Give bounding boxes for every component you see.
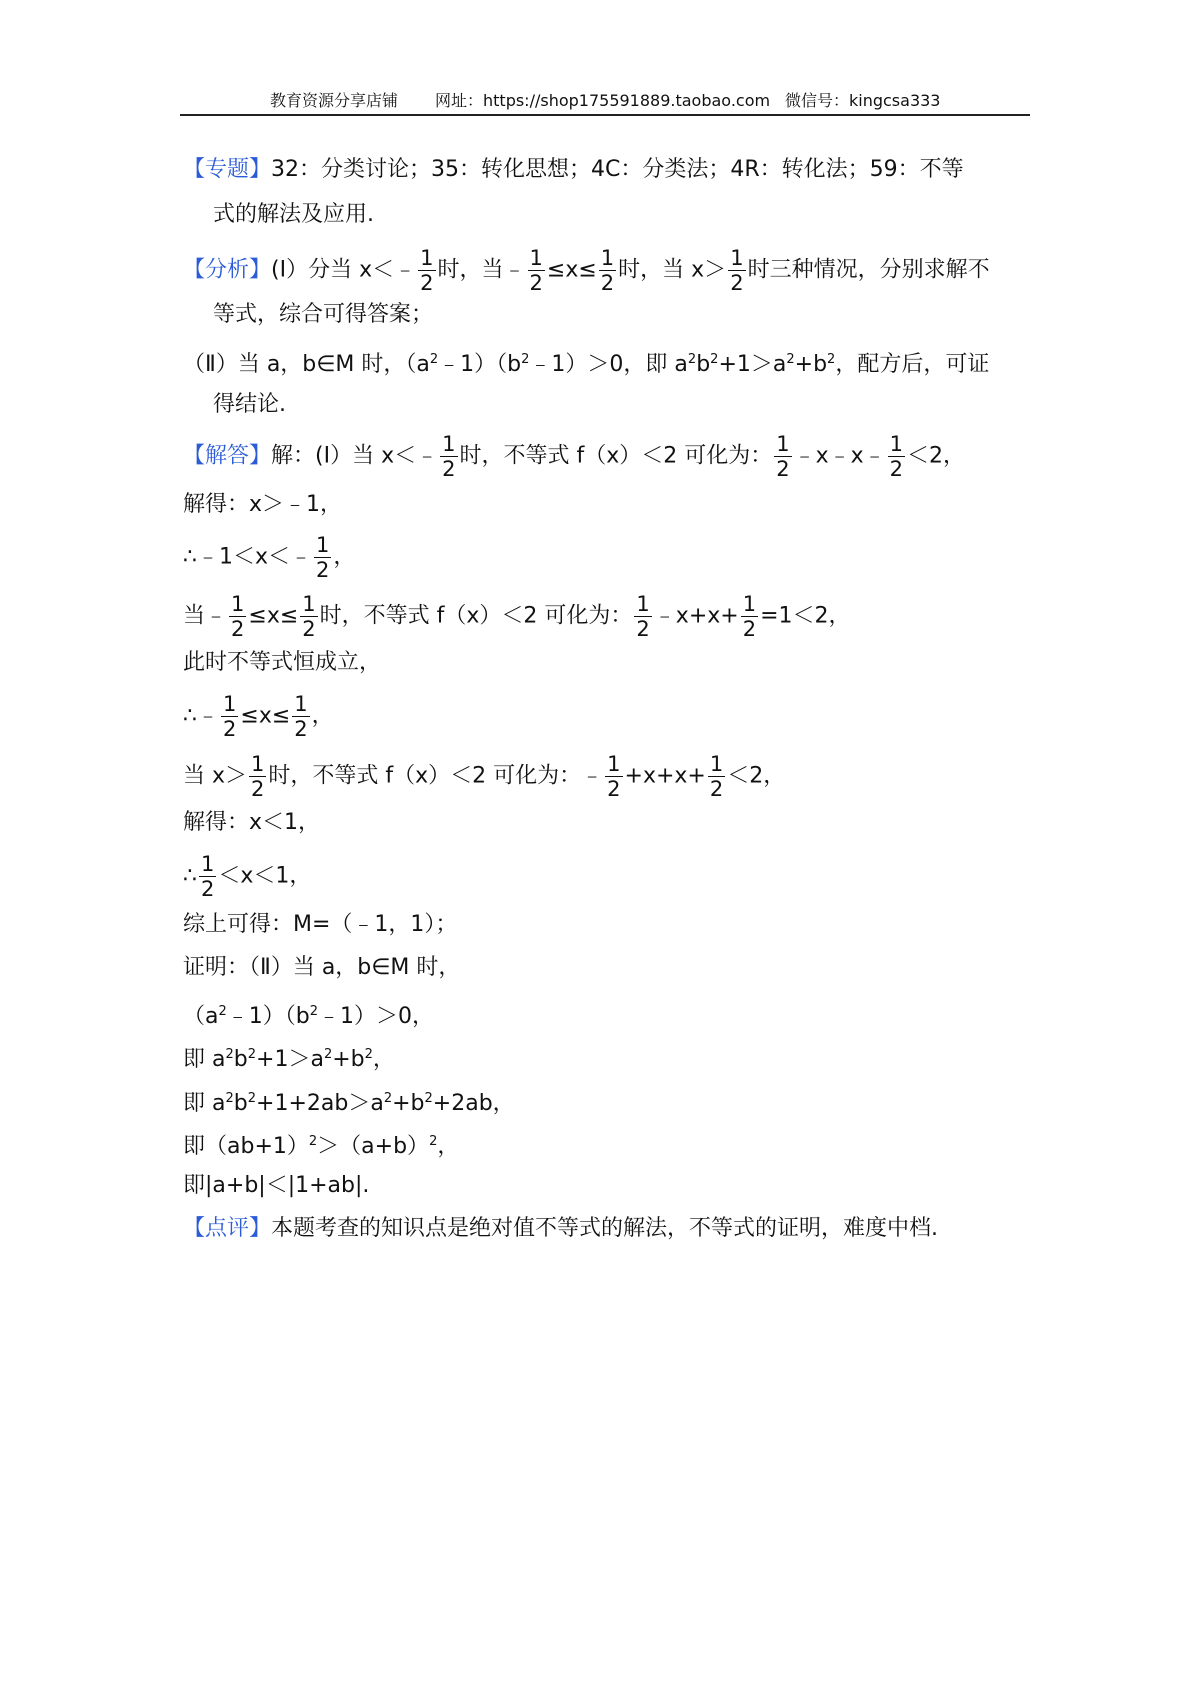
fraction: $\frac{1}{2}$ — [294, 692, 308, 741]
solution-line-10: 综上可得：M=（﹣1，1）； — [183, 912, 458, 937]
solution-line-8: 解得：x＜1， — [183, 810, 321, 835]
comment-label: 【点评】 — [183, 1216, 272, 1241]
fraction: $\frac{1}{2}$ — [316, 533, 330, 582]
answer-label: 【解答】 — [183, 443, 272, 469]
solution-line-13: 即 $a^2b^2+1>a^2+b^2$， — [183, 1047, 395, 1072]
solution-line-4: 当﹣ $\frac{1}{2}$ ≤x≤ $\frac{1}{2}$ 时，不等式 f（x）＜2 可化为： $\frac{1}{2}$ ﹣x+x+ $\frac{1}{2}$ =1＜2， — [183, 592, 851, 641]
analysis-line-4: 得结论. — [213, 392, 286, 417]
fraction: $\frac{1}{2}$ — [302, 592, 316, 641]
solution-line-3: ∴﹣1＜x＜﹣ $\frac{1}{2}$ ， — [183, 533, 356, 582]
analysis-label: 【分析】 — [183, 257, 272, 283]
solution-line-6: ∴﹣ $\frac{1}{2}$ ≤x≤ $\frac{1}{2}$ ， — [183, 692, 334, 741]
fraction: $\frac{1}{2}$ — [251, 752, 265, 801]
page-header — [180, 82, 1030, 116]
solution-line-14: 即 $a^2b^2+1+2ab>a^2+b^2+2ab$， — [183, 1091, 515, 1116]
fraction: $\frac{1}{2}$ — [636, 592, 650, 641]
fraction: $\frac{1}{2}$ — [607, 752, 621, 801]
solution-line-11: 证明：（Ⅱ）当 a，b∈M 时， — [183, 955, 461, 980]
comment-line: 【点评】本题考查的知识点是绝对值不等式的解法，不等式的证明，难度中档. — [183, 1216, 939, 1241]
topic-label: 【专题】 — [183, 157, 272, 182]
solution-line-1: 【解答】解：(I）当 x＜﹣ $\frac{1}{2}$ 时，不等式 f（x）＜2 可化为： $\frac{1}{2}$ ﹣x﹣x﹣ $\frac{1}{2}$ ＜2， — [183, 432, 966, 481]
fraction: $\frac{1}{2}$ — [420, 246, 434, 295]
solution-line-5: 此时不等式恒成立， — [183, 650, 382, 675]
header-wechat: 微信号：kingcsa333 — [785, 91, 941, 110]
fraction: $\frac{1}{2}$ — [442, 432, 456, 481]
fraction: $\frac{1}{2}$ — [231, 592, 245, 641]
solution-line-12: $(a^2﹣1)(b^2﹣1)>0$， — [183, 1004, 435, 1029]
topic-line-1: 【专题】32：分类讨论；35：转化思想；4C：分类法；4R：转化法；59：不等 — [183, 157, 964, 182]
fraction: $\frac{1}{2}$ — [201, 852, 215, 901]
fraction: $\frac{1}{2}$ — [889, 432, 904, 481]
fraction: $\frac{1}{2}$ — [730, 246, 744, 295]
analysis-line-2: 等式，综合可得答案； — [213, 302, 434, 327]
solution-line-2: 解得：x＞﹣1， — [183, 492, 343, 517]
fraction: $\frac{1}{2}$ — [223, 692, 237, 741]
solution-line-15: 即$(ab+1)^2>(a+b)^2$， — [183, 1134, 460, 1159]
fraction: $\frac{1}{2}$ — [709, 752, 724, 801]
fraction: $\frac{1}{2}$ — [600, 246, 615, 295]
header-shop: 教育资源分享店铺 — [270, 91, 399, 110]
analysis-line-1: 【分析】(I）分当 x＜﹣ $\frac{1}{2}$ 时，当﹣ $\frac{1}{2}$ ≤x≤ $\frac{1}{2}$ 时，当 x＞ $\frac{1}{2}$ 时三种情况，分别求解不 — [183, 246, 990, 295]
fraction: $\frac{1}{2}$ — [529, 246, 543, 295]
analysis-line-3: （Ⅱ）当 a，b∈M 时，$(a^2﹣1)(b^2﹣1)>0$，即 $a^2b^2+1>a^2+b^2$，配方后，可证 — [183, 352, 990, 377]
fraction: $\frac{1}{2}$ — [742, 592, 757, 641]
solution-line-7: 当 x＞ $\frac{1}{2}$ 时，不等式 f（x）＜2 可化为：﹣ $\frac{1}{2}$ +x+x+ $\frac{1}{2}$ ＜2， — [183, 752, 786, 801]
solution-line-16: 即|a+b|＜|1+ab|. — [183, 1173, 370, 1198]
topic-line-2: 式的解法及应用. — [213, 202, 374, 227]
solution-line-9: ∴ $\frac{1}{2}$ ＜x＜1， — [183, 852, 312, 901]
header-website: 网址：https://shop175591889.taobao.com — [435, 91, 771, 110]
fraction: $\frac{1}{2}$ — [776, 432, 790, 481]
